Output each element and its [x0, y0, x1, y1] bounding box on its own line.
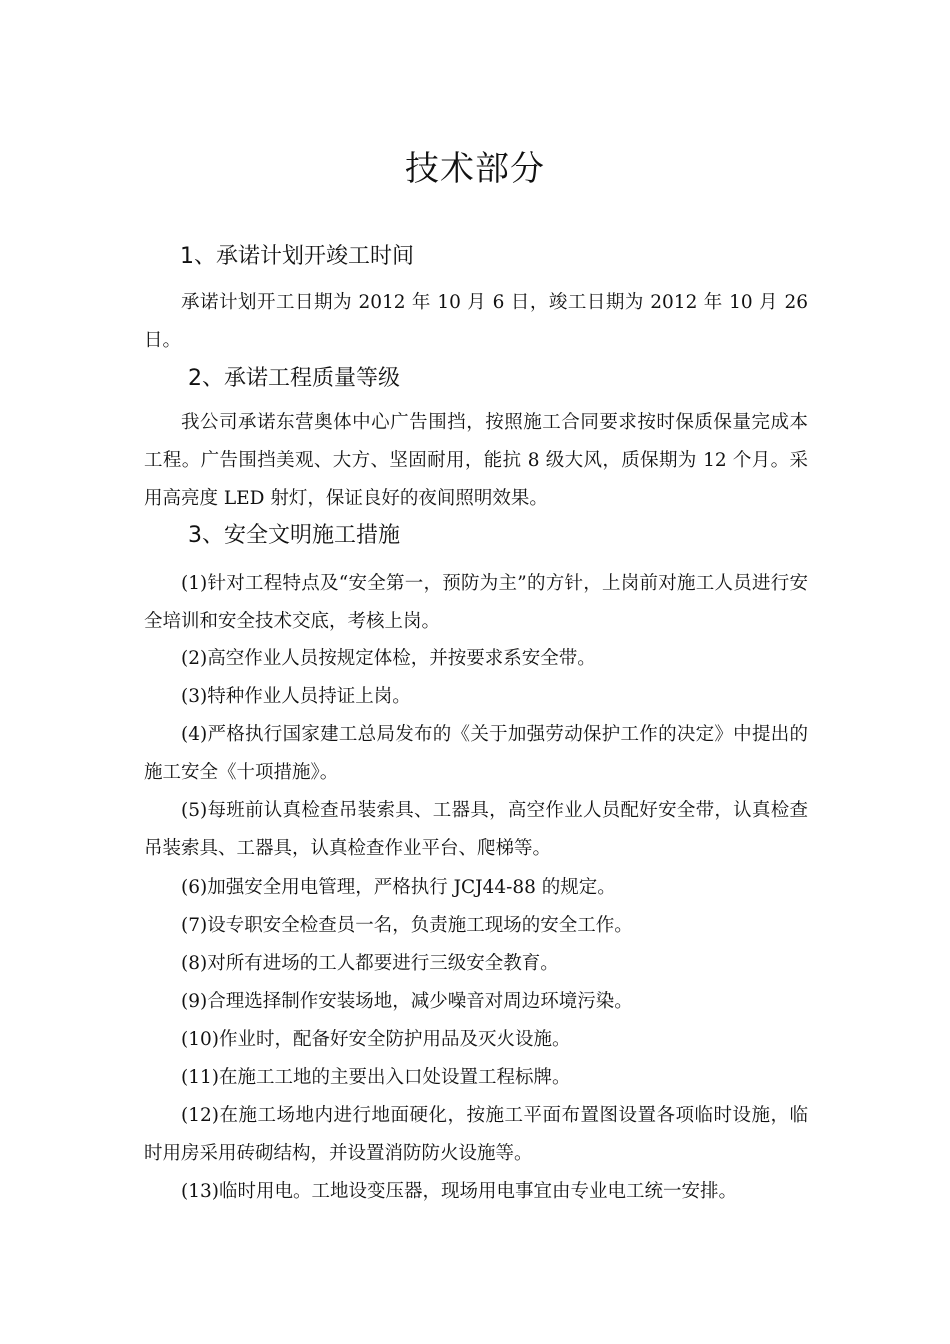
list-item: (12)在施工场地内进行地面硬化，按施工平面布置图设置各项临时设施，临时用房采用砖砌结构，并设置消防防火设施等。: [144, 1105, 808, 1164]
list-item: (7)设专职安全检查员一名，负责施工现场的安全工作。: [181, 915, 633, 936]
list-item: (4)严格执行国家建工总局发布的《关于加强劳动保护工作的决定》中提出的施工安全《十项措施》。: [144, 724, 808, 783]
page-title: 技术部分: [405, 149, 545, 189]
list-item: (11)在施工工地的主要出入口处设置工程标牌。: [181, 1067, 571, 1088]
section-2-body: 我公司承诺东营奥体中心广告围挡，按照施工合同要求按时保质保量完成本工程。广告围挡美观、大方、坚固耐用，能抗 8 级大风，质保期为 12 个月。采用高亮度 LED 射灯，保证良好的夜间照明效果。: [144, 412, 808, 509]
list-item: (2)高空作业人员按规定体检，并按要求系安全带。: [181, 648, 596, 669]
section-1-body: 承诺计划开工日期为 2012 年 10 月 6 日，竣工日期为 2012 年 10 月 26 日。: [144, 292, 808, 351]
list-item: (3)特种作业人员持证上岗。: [181, 686, 411, 707]
section-2-heading: 2、承诺工程质量等级: [188, 366, 400, 391]
list-item: (5)每班前认真检查吊装索具、工器具，高空作业人员配好安全带，认真检查吊装索具、工器具，认真检查作业平台、爬梯等。: [144, 800, 808, 859]
list-item: (6)加强安全用电管理，严格执行 JCJ44-88 的规定。: [181, 877, 616, 898]
section-3-heading: 3、安全文明施工措施: [188, 523, 400, 548]
list-item: (8)对所有进场的工人都要进行三级安全教育。: [181, 953, 559, 974]
section-1-heading: 1、承诺计划开竣工时间: [180, 244, 414, 269]
list-item: (10)作业时，配备好安全防护用品及灭火设施。: [181, 1029, 571, 1050]
list-item: (9)合理选择制作安装场地，减少噪音对周边环境污染。: [181, 991, 633, 1012]
list-item: (1)针对工程特点及“安全第一，预防为主”的方针，上岗前对施工人员进行安全培训和安全技术交底，考核上岗。: [144, 573, 808, 632]
list-item: (13)临时用电。工地设变压器，现场用电事宜由专业电工统一安排。: [181, 1181, 737, 1202]
